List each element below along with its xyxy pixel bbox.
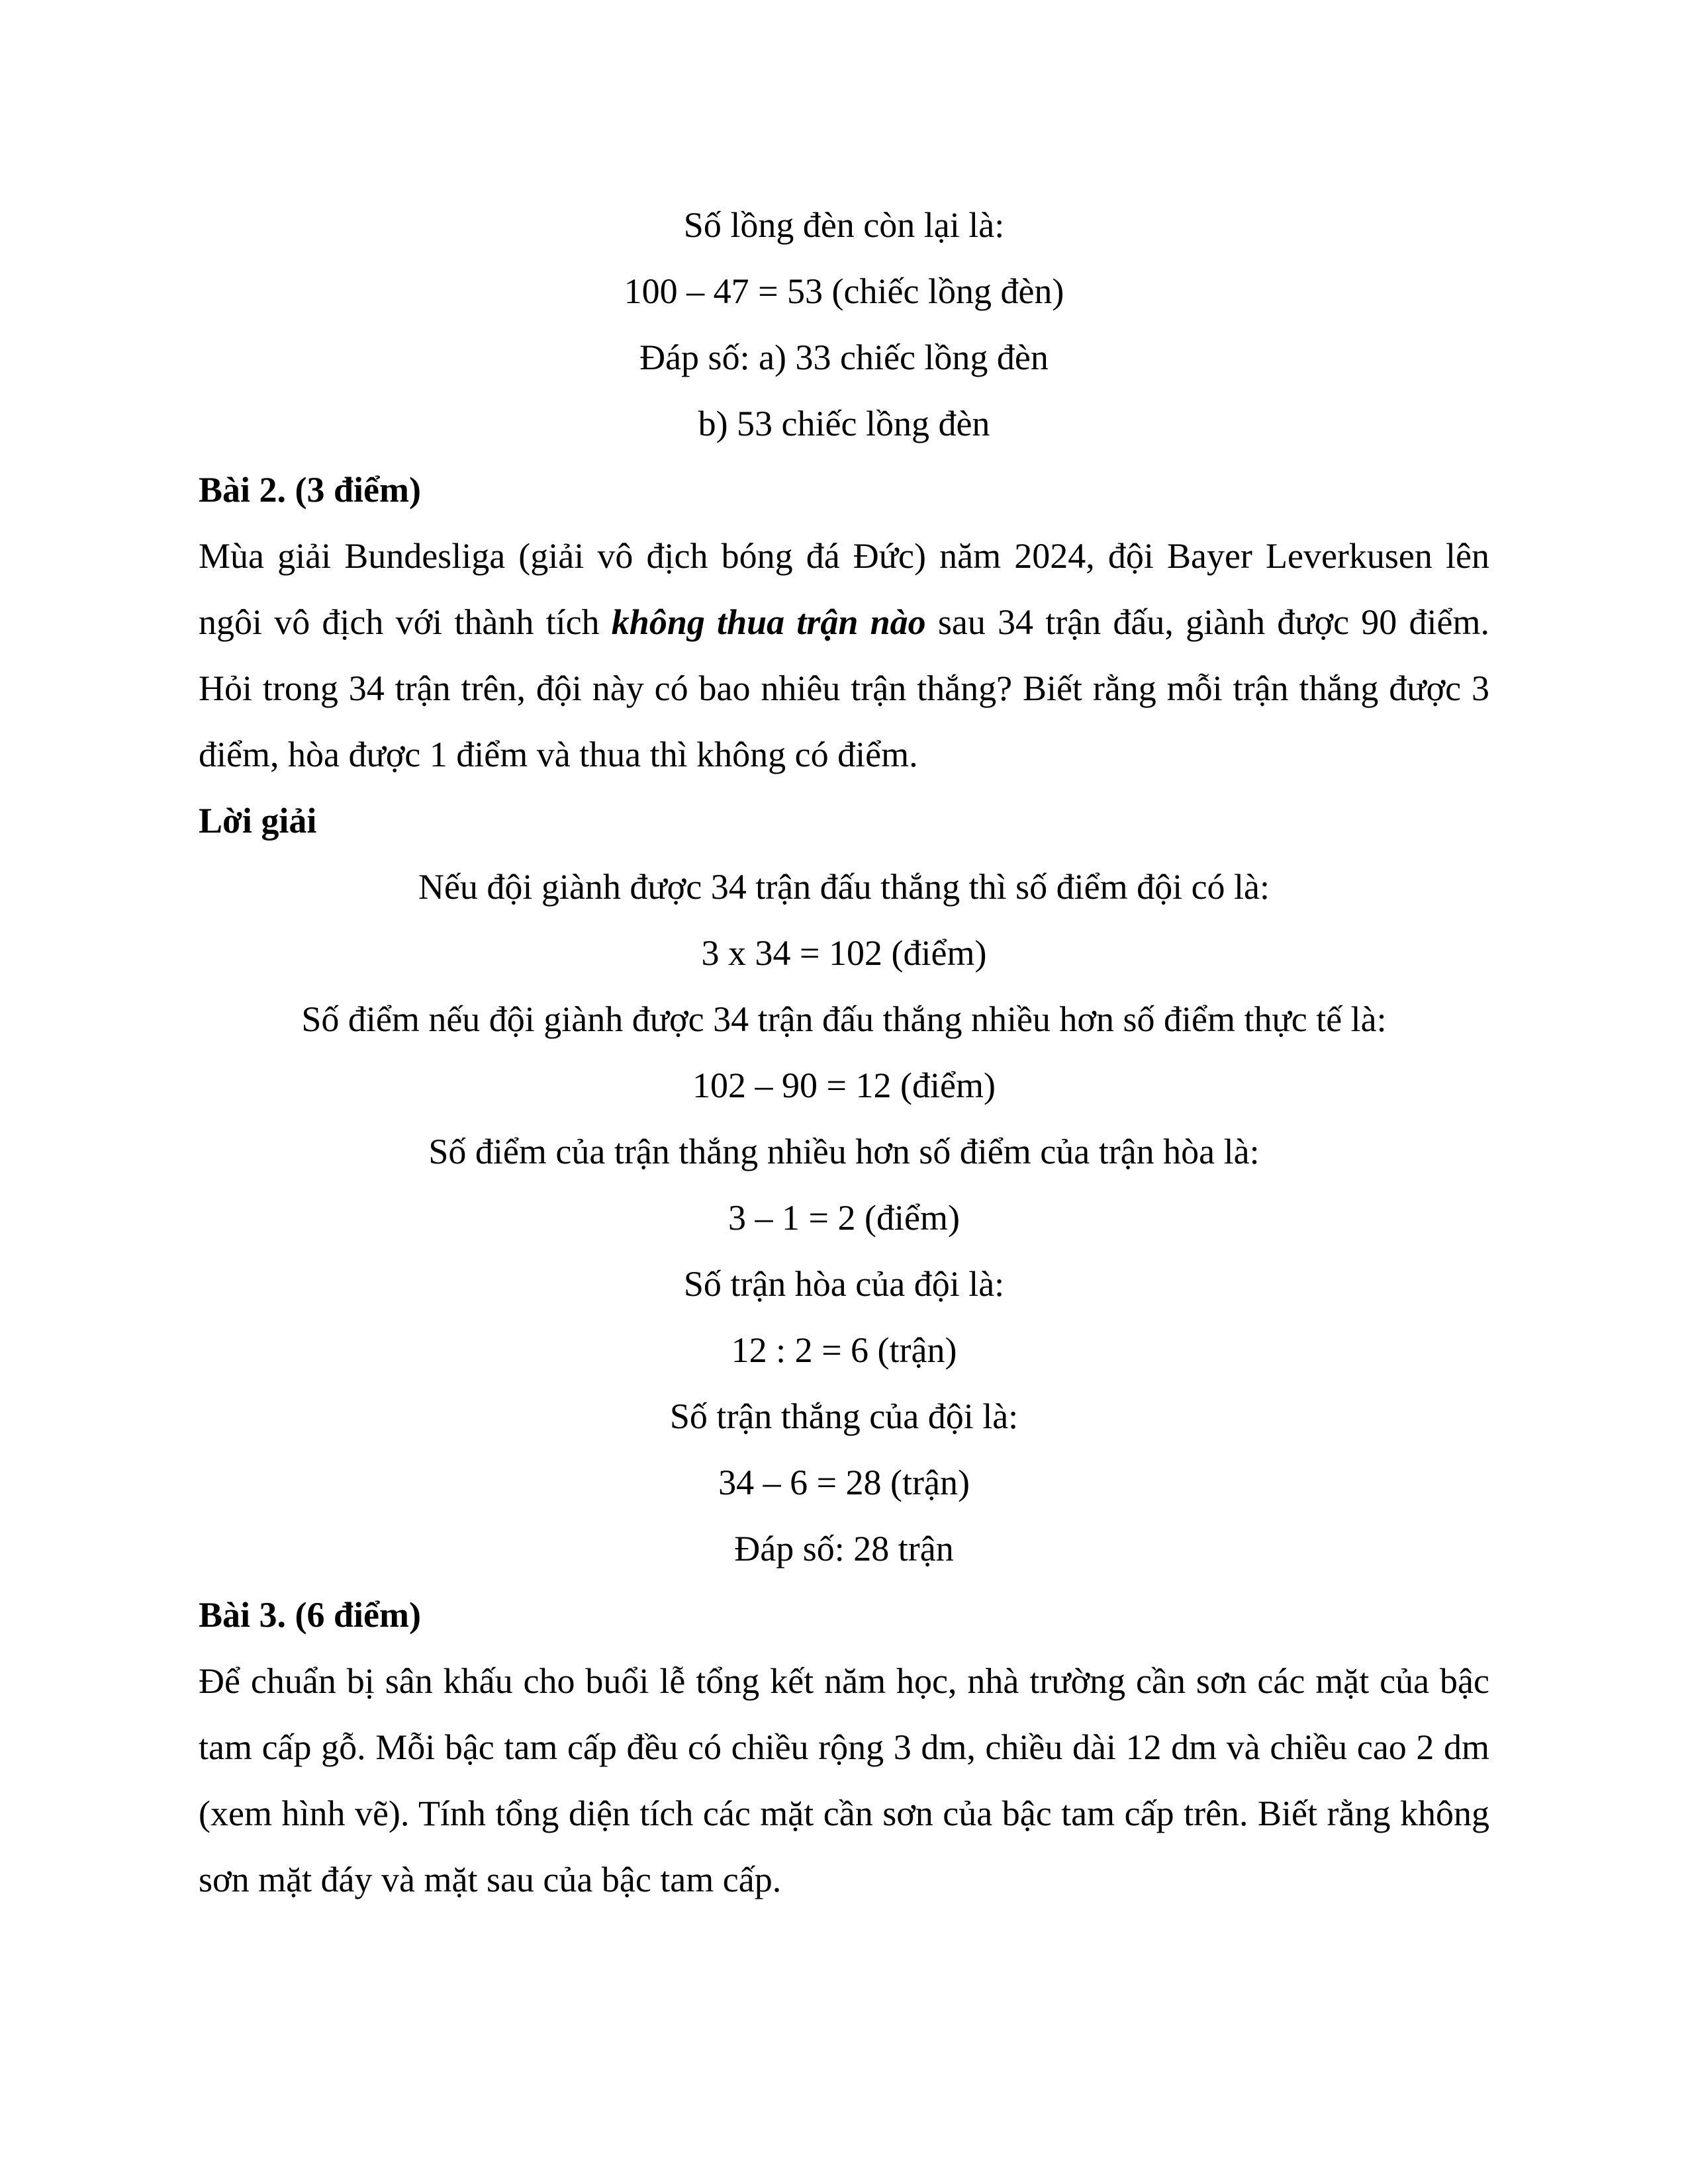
bai2-title: Bài 2. (3 điểm): [199, 470, 421, 510]
solution-step: 12 : 2 = 6 (trận): [731, 1330, 957, 1370]
solution-step: Số điểm nếu đội giành được 34 trận đấu thắng nhiều hơn số điểm thực tế là:: [301, 999, 1387, 1039]
bai2-problem-part1: Mùa giải Bundesliga (giải vô địch bóng đá Đức) năm 2024, đội Bayer Leverkusen lên ngôi vô địch với thành tích: [199, 536, 1489, 642]
remaining-calculation: 100 – 47 = 53 (chiếc lồng đèn): [624, 271, 1064, 311]
solution-title: Lời giải: [199, 801, 317, 841]
solution-step: Số trận hòa của đội là:: [683, 1264, 1005, 1304]
solution-step: 102 – 90 = 12 (điểm): [692, 1066, 996, 1105]
bai3-problem: Để chuẩn bị sân khấu cho buổi lễ tổng kết năm học, nhà trường cần sơn các mặt của bậc tam cấp gỗ. Mỗi bậc tam cấp đều có chiều rộng 3 dm, chiều dài 12 dm và chiều cao 2 dm (xem hình vẽ). Tính tổng diện tích các mặt cần sơn của bậc tam cấp trên. Biết rằng không sơn mặt đáy và mặt sau của bậc tam cấp.: [199, 1661, 1489, 1899]
bai2-problem-emphasis: không thua trận nào: [611, 602, 926, 642]
bai2-problem-part2: sau 34 trận đấu, giành được 90 điểm. Hỏi trong 34 trận trên, đội này có bao nhiêu trận thắng? Biết rằng mỗi trận thắng được 3 điểm, hòa được 1 điểm và thua thì không có điểm.: [199, 602, 1489, 774]
solution-step: 34 – 6 = 28 (trận): [718, 1463, 970, 1502]
document-page: [199, 192, 1489, 1913]
solution-step: 3 – 1 = 2 (điểm): [728, 1198, 960, 1238]
answer-a: Đáp số: a) 33 chiếc lồng đèn: [639, 338, 1049, 377]
solution-step: 3 x 34 = 102 (điểm): [701, 933, 987, 973]
solution-step: Nếu đội giành được 34 trận đấu thắng thì số điểm đội có là:: [418, 867, 1270, 907]
final-answer: Đáp số: 28 trận: [734, 1529, 954, 1569]
bai3-title: Bài 3. (6 điểm): [199, 1595, 421, 1635]
solution-step: Số điểm của trận thắng nhiều hơn số điểm của trận hòa là:: [428, 1132, 1260, 1171]
bai2-problem: [199, 523, 1489, 788]
solution-step: Số trận thắng của đội là:: [669, 1396, 1019, 1436]
remaining-label: Số lồng đèn còn lại là:: [683, 205, 1005, 245]
answer-b: b) 53 chiếc lồng đèn: [698, 404, 990, 443]
